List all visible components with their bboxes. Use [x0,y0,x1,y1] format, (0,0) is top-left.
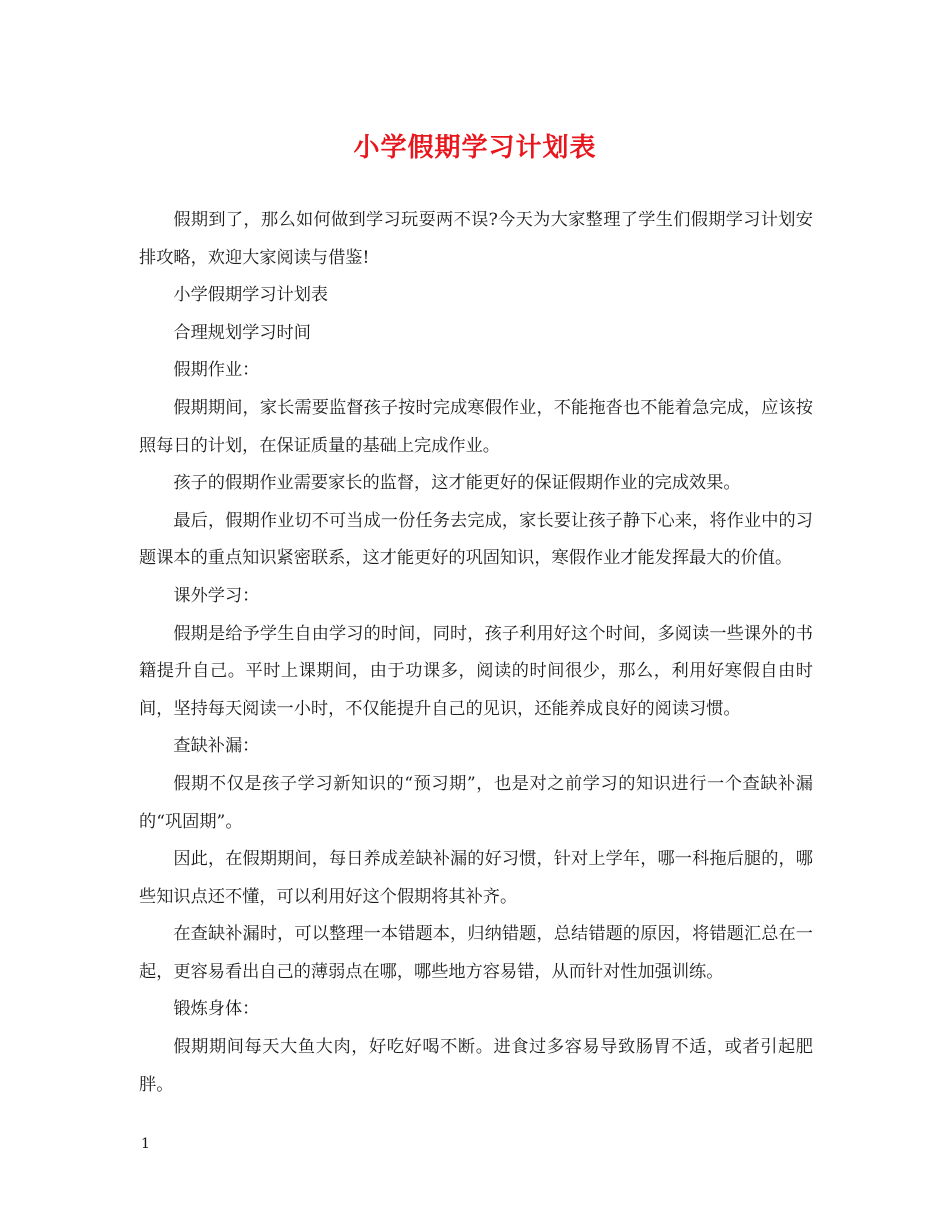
body-paragraph: 假期期间，家长需要监督孩子按时完成寒假作业，不能拖沓也不能着急完成，应该按照每日的计划，在保证质量的基础上完成作业。 [139,397,813,456]
intro-paragraph: 假期到了，那么如何做到学习玩耍两不误?今天为大家整理了学生们假期学习计划安排攻略，欢迎大家阅读与借鉴! [139,210,813,268]
subsection-heading: 课外学习： [173,585,260,606]
subsection-heading: 锻炼身体： [173,999,260,1020]
page-number: 1 [141,1136,150,1152]
section-heading: 合理规划学习时间 [173,322,311,343]
body-paragraph: 假期是给予学生自由学习的时间，同时，孩子利用好这个时间，多阅读一些课外的书籍提升自己。平时上课期间，由于功课多，阅读的时间很少，那么，利用好寒假自由时间，坚持每天阅读一小时，不仅能提升自己的见识，还能养成良好的阅读习惯。 [139,623,813,719]
body-paragraph: 孩子的假期作业需要家长的监督，这才能更好的保证假期作业的完成效果。 [173,473,741,494]
body-paragraph: 因此，在假期期间，每日养成差缺补漏的好习惯，针对上学年，哪一科拖后腿的，哪些知识点还不懂，可以利用好这个假期将其补齐。 [139,849,813,907]
body-paragraph: 最后，假期作业切不可当成一份任务去完成，家长要让孩子静下心来，将作业中的习题课本的重点知识紧密联系，这才能更好的巩固知识，寒假作业才能发挥最大的价值。 [139,510,813,569]
body-paragraph: 假期期间每天大鱼大肉，好吃好喝不断。进食过多容易导致肠胃不适，或者引起肥胖。 [139,1037,813,1095]
document-body [139,202,813,1104]
document-title: 小学假期学习计划表 [353,133,597,163]
subsection-heading: 假期作业： [173,360,260,381]
subsection-heading: 查缺补漏： [173,736,260,757]
section-heading: 小学假期学习计划表 [173,285,329,306]
body-paragraph: 在查缺补漏时，可以整理一本错题本，归纳错题，总结错题的原因，将错题汇总在一起，更容易看出自己的薄弱点在哪，哪些地方容易错，从而针对性加强训练。 [139,924,813,982]
body-paragraph: 假期不仅是孩子学习新知识的“预习期”，也是对之前学习的知识进行一个查缺补漏的“巩固期”。 [139,773,813,832]
